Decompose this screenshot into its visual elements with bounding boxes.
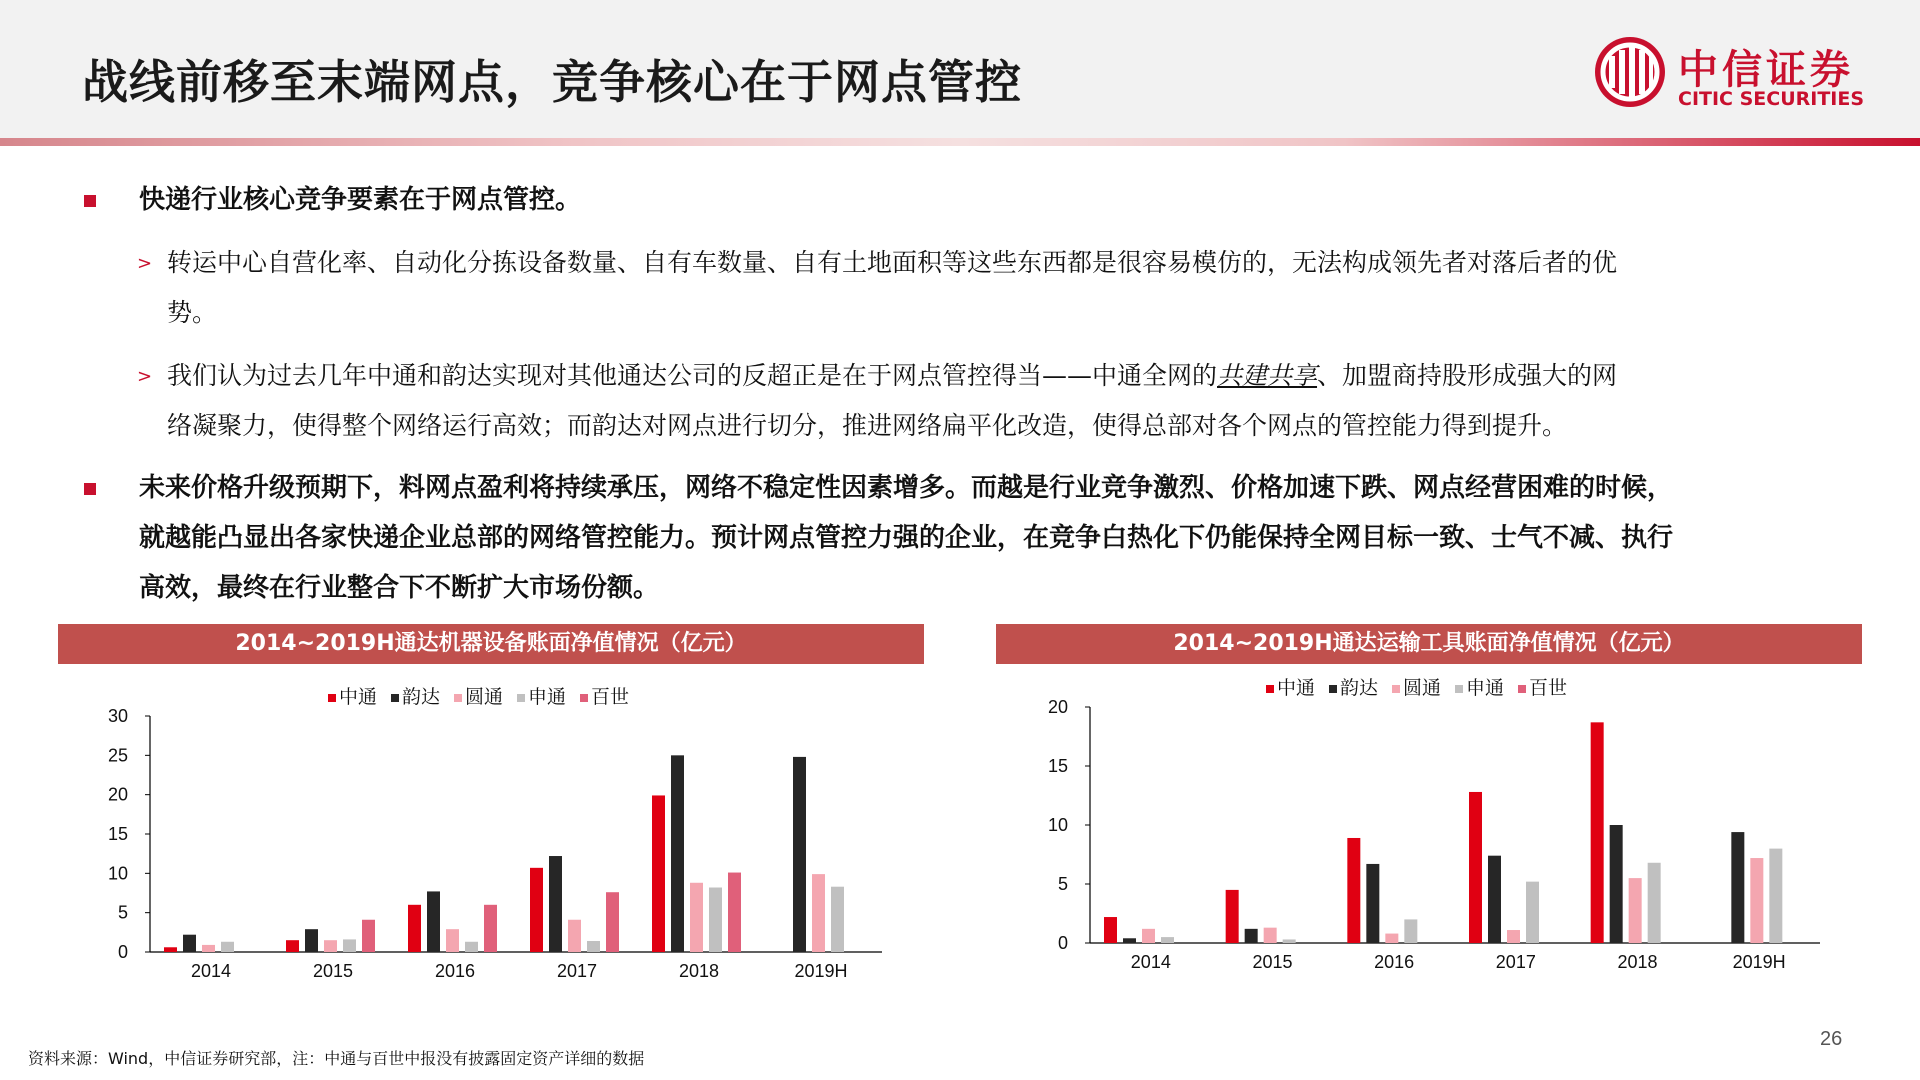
x-tick-label-4: 2018 xyxy=(1617,952,1658,972)
y-tick-label-4: 20 xyxy=(1047,697,1068,717)
y-tick-label-2: 10 xyxy=(107,863,128,884)
bar-中通-2015 xyxy=(1226,890,1239,943)
legend-label-1: 韵达 xyxy=(402,686,441,708)
x-tick-label-0: 2014 xyxy=(1130,952,1171,972)
y-tick-label-0: 0 xyxy=(1057,933,1068,953)
page-title: 战线前移至末端网点，竞争核心在于网点管控 xyxy=(82,55,1022,109)
header-divider xyxy=(0,138,1920,146)
y-tick-label-6: 30 xyxy=(107,706,128,726)
legend-swatch-0 xyxy=(328,694,336,702)
bar-圆通-2015 xyxy=(1264,928,1277,943)
bar-百世-2017 xyxy=(606,892,619,952)
bar-中通-2017 xyxy=(1469,792,1482,943)
x-tick-label-5: 2019H xyxy=(1732,952,1786,972)
y-tick-label-3: 15 xyxy=(107,824,128,844)
sub-bullet-2-text-a: 我们认为过去几年中通和韵达实现对其他通达公司的反超正是在于网点管控得当——中通全网的 xyxy=(167,361,1218,390)
bar-韵达-2017 xyxy=(1488,856,1501,943)
bar-韵达-2014 xyxy=(183,935,196,952)
x-tick-label-4: 2018 xyxy=(678,961,720,981)
legend-label-0: 中通 xyxy=(339,686,378,708)
bar-韵达-2014 xyxy=(1123,938,1136,943)
bar-圆通-2016 xyxy=(446,929,459,952)
company-logo xyxy=(1592,34,1872,114)
bar-圆通-2019H xyxy=(812,874,825,952)
y-tick-label-2: 10 xyxy=(1047,815,1068,835)
sub-bullet-2-text-b: 、加盟商持股形成强大的网 xyxy=(1317,361,1618,390)
bar-韵达-2018 xyxy=(1610,825,1623,943)
bar-圆通-2017 xyxy=(1507,930,1520,943)
bar-申通-2019H xyxy=(1769,849,1782,943)
bar-圆通-2019H xyxy=(1750,858,1763,943)
x-tick-label-3: 2017 xyxy=(1495,952,1536,972)
bar-韵达-2016 xyxy=(1366,864,1379,943)
y-tick-label-0: 0 xyxy=(117,942,128,962)
bar-申通-2018 xyxy=(1648,863,1661,943)
chart-1-title: 2014~2019H通达机器设备账面净值情况（亿元） xyxy=(58,624,924,664)
bar-申通-2014 xyxy=(221,942,234,952)
legend-swatch-1 xyxy=(1329,685,1337,693)
bar-圆通-2015 xyxy=(324,940,337,952)
bar-韵达-2015 xyxy=(305,929,318,952)
x-tick-label-0: 2014 xyxy=(190,961,232,981)
x-tick-label-3: 2017 xyxy=(556,961,598,981)
source-note: 资料来源：Wind，中信证券研究部，注：中通与百世中报没有披露固定资产详细的数据 xyxy=(28,1049,645,1068)
citic-logo-icon xyxy=(1592,34,1668,110)
legend-swatch-2 xyxy=(454,694,462,702)
x-tick-label-1: 2015 xyxy=(1252,952,1293,972)
bar-圆通-2016 xyxy=(1385,934,1398,943)
bar-申通-2019H xyxy=(831,887,844,952)
bar-申通-2016 xyxy=(1404,919,1417,943)
legend-swatch-2 xyxy=(1392,685,1400,693)
bar-圆通-2014 xyxy=(1142,929,1155,943)
bar-中通-2015 xyxy=(286,940,299,952)
bar-百世-2015 xyxy=(362,920,375,952)
page-number: 26 xyxy=(1820,1028,1843,1050)
bullet-2-line-3: 高效，最终在行业整合下不断扩大市场份额。 xyxy=(139,573,660,603)
logo-chinese-name: 中信证券 xyxy=(1678,46,1854,93)
legend-label-2: 圆通 xyxy=(465,686,504,708)
bar-百世-2018 xyxy=(728,873,741,952)
bar-申通-2017 xyxy=(1526,882,1539,943)
legend-swatch-0 xyxy=(1266,685,1274,693)
sub-bullet-1-line-2: 势。 xyxy=(167,298,218,327)
bar-韵达-2017 xyxy=(549,856,562,952)
legend-label-4: 百世 xyxy=(1529,677,1568,699)
bar-韵达-2018 xyxy=(671,755,684,952)
chart-1-plot xyxy=(58,664,924,994)
bar-韵达-2015 xyxy=(1245,929,1258,943)
bar-中通-2016 xyxy=(1347,838,1360,943)
bar-申通-2015 xyxy=(1283,939,1296,943)
bar-申通-2016 xyxy=(465,942,478,952)
bar-中通-2014 xyxy=(164,947,177,952)
sub-bullet-2-line-1 xyxy=(167,351,1617,401)
legend-swatch-4 xyxy=(580,694,588,702)
bullet-1-text: 快递行业核心竞争要素在于网点管控。 xyxy=(139,185,582,215)
legend-label-3: 申通 xyxy=(528,686,567,708)
y-tick-label-5: 25 xyxy=(107,745,128,766)
bullet-2-line-1: 未来价格升级预期下，料网点盈利将持续承压，网络不稳定性因素增多。而越是行业竞争激烈、价格加速下跌、网点经营困难的时候， xyxy=(139,473,1674,503)
logo-english-name: CITIC SECURITIES xyxy=(1678,88,1865,110)
bullet-2-line-2: 就越能凸显出各家快递企业总部的网络管控能力。预计网点管控力强的企业，在竞争白热化下仍能保持全网目标一致、士气不减、执行 xyxy=(139,523,1674,553)
x-tick-label-2: 2016 xyxy=(1374,952,1415,972)
legend-label-1: 韵达 xyxy=(1340,677,1379,699)
y-tick-label-1: 5 xyxy=(1057,874,1068,894)
legend-swatch-1 xyxy=(391,694,399,702)
sub-bullet-1-line-1: 转运中心自营化率、自动化分拣设备数量、自有车数量、自有土地面积等这些东西都是很容易模仿的，无法构成领先者对落后者的优 xyxy=(167,248,1618,277)
chart-2-plot xyxy=(996,664,1862,994)
legend-swatch-3 xyxy=(1455,685,1463,693)
arrow-bullet-icon: > xyxy=(137,366,153,387)
legend-label-3: 申通 xyxy=(1466,677,1505,699)
chart-2-title: 2014~2019H通达运输工具账面净值情况（亿元） xyxy=(996,624,1862,664)
bar-中通-2017 xyxy=(530,868,543,952)
sub-bullet-2-line-2: 络凝聚力，使得整个网络运行高效；而韵达对网点进行切分，推进网络扁平化改造，使得总部对各个网点的管控能力得到提升。 xyxy=(167,411,1568,440)
bar-申通-2014 xyxy=(1161,937,1174,943)
sub-bullet-2-emphasis: 共建共享 xyxy=(1217,361,1318,390)
y-tick-label-3: 15 xyxy=(1047,756,1068,776)
legend-swatch-3 xyxy=(517,694,525,702)
legend-swatch-4 xyxy=(1518,685,1526,693)
bar-中通-2016 xyxy=(408,905,421,952)
bullet-marker xyxy=(84,195,96,207)
y-tick-label-1: 5 xyxy=(117,902,128,923)
bar-申通-2015 xyxy=(343,939,356,952)
bar-圆通-2018 xyxy=(690,883,703,952)
x-tick-label-1: 2015 xyxy=(312,961,354,981)
y-tick-label-4: 20 xyxy=(107,784,128,805)
bar-申通-2018 xyxy=(709,887,722,952)
bullet-marker xyxy=(84,483,96,495)
bar-圆通-2014 xyxy=(202,945,215,952)
bar-中通-2018 xyxy=(652,795,665,952)
x-tick-label-2: 2016 xyxy=(434,961,476,981)
bar-韵达-2019H xyxy=(793,757,806,952)
bar-中通-2018 xyxy=(1591,722,1604,943)
legend-label-4: 百世 xyxy=(591,686,630,708)
x-tick-label-5: 2019H xyxy=(794,961,848,981)
bar-百世-2016 xyxy=(484,905,497,952)
legend-label-0: 中通 xyxy=(1277,677,1316,699)
bar-韵达-2016 xyxy=(427,891,440,952)
bar-圆通-2017 xyxy=(568,920,581,952)
bar-中通-2014 xyxy=(1104,917,1117,943)
bar-申通-2017 xyxy=(587,941,600,952)
legend-label-2: 圆通 xyxy=(1403,677,1442,699)
bar-韵达-2019H xyxy=(1731,832,1744,943)
bar-圆通-2018 xyxy=(1629,878,1642,943)
arrow-bullet-icon: > xyxy=(137,253,153,274)
